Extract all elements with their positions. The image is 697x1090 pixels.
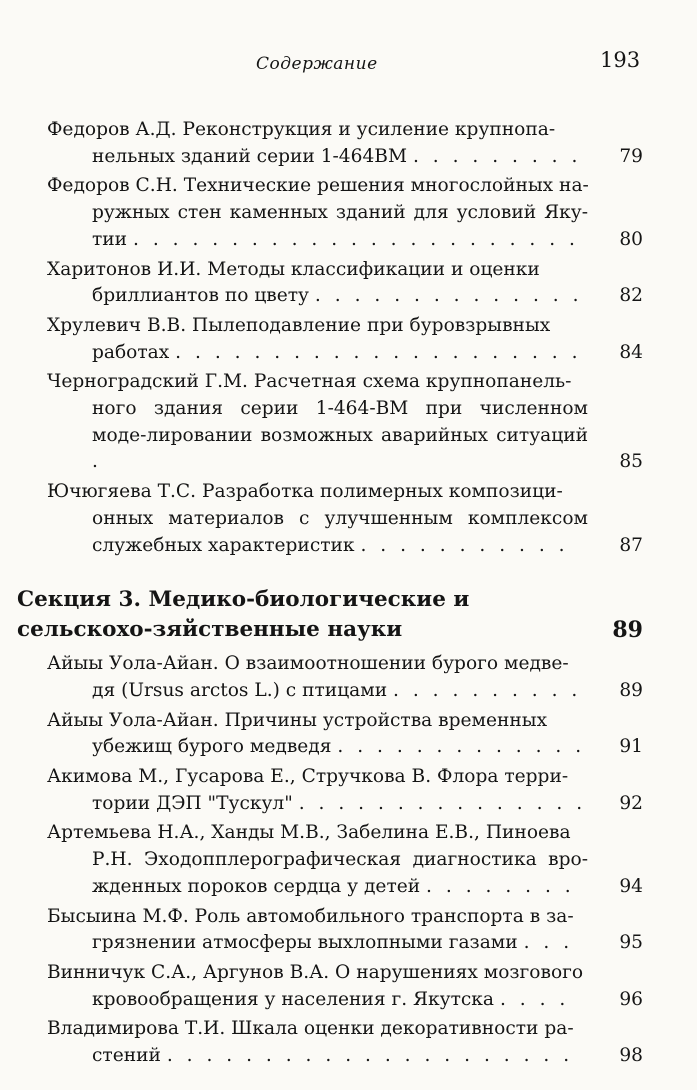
- toc-entry-title-line: Владимирова Т.И. Шкала оценки декоративности ра-: [47, 1018, 574, 1040]
- toc-entry-continuation: [47, 283, 643, 310]
- dot-leader: . . . . . . . . . . . . .: [337, 736, 586, 758]
- toc-entry-continuation: [47, 678, 643, 705]
- dot-leader: . . . . . . . . .: [412, 145, 582, 167]
- toc-entry-page-number: 91: [619, 736, 643, 758]
- page-number: 193: [600, 48, 641, 72]
- table-of-contents: [17, 117, 643, 1073]
- toc-entry-page-number: 92: [619, 792, 643, 814]
- toc-entry-page-number: 98: [619, 1045, 643, 1067]
- toc-entry-continuation: [47, 144, 643, 171]
- toc-entry-continuation: [47, 200, 643, 253]
- dot-leader: . . . . . . . . . . .: [360, 534, 569, 556]
- dot-leader: . . . . . . . . . . . . . . . . . . . . . . .: [133, 228, 579, 250]
- toc-entry-continuation: [47, 791, 643, 818]
- toc-entry-continuation: [47, 340, 643, 367]
- toc-entry-continuation-text: Р.Н. Эходопплерографическая диагностика вро-жденных пороков сердца у детей: [92, 849, 588, 897]
- toc-entry-title-line: Хрулевич В.В. Пылеподавление при буровзрывных: [47, 314, 551, 336]
- toc-entry-page-number: 82: [619, 285, 643, 307]
- toc-entry-title-line: Айыы Уола-Айан. Причины устройства временных: [47, 709, 548, 731]
- toc-entry-title-line: Харитонов И.И. Методы классификации и оценки: [47, 258, 540, 280]
- toc-entry-page-number: 95: [619, 932, 643, 954]
- toc-entry: [47, 313, 643, 366]
- toc-entry-title-line: Айыы Уола-Айан. О взаимоотношении бурого медве-: [47, 653, 569, 675]
- toc-list-bottom: [47, 651, 643, 1070]
- toc-entry-continuation: [47, 1043, 643, 1070]
- toc-entry-title-line: Ючюгяева Т.С. Разработка полимерных композици-: [47, 481, 563, 503]
- toc-entry: [47, 904, 643, 957]
- toc-entry: [47, 764, 643, 817]
- toc-entry: [47, 479, 643, 559]
- dot-leader: . . . . . . . . . . . . . .: [314, 285, 583, 307]
- toc-entry-continuation-text: убежищ бурого медведя: [92, 736, 332, 758]
- section-heading: [17, 585, 643, 645]
- toc-entry-continuation-text: бриллиантов по цвету: [92, 285, 309, 307]
- toc-entry-continuation: [47, 734, 643, 761]
- toc-entry-continuation-text: нельных зданий серии 1-464ВМ: [92, 145, 408, 167]
- toc-entry-continuation-text: кровообращения у населения г. Якутска: [92, 988, 495, 1010]
- toc-entry-continuation: [47, 987, 643, 1014]
- toc-entry-page-number: 85: [619, 451, 643, 473]
- dot-leader: . . . . . . . . . . . . . . . . . . . . .: [166, 1045, 574, 1067]
- toc-entry: [47, 820, 643, 900]
- dot-leader: . . . . . . . . . .: [393, 679, 582, 701]
- toc-list-top: [47, 117, 643, 559]
- toc-entry-continuation-text: работах: [92, 341, 170, 363]
- toc-entry-page-number: 96: [619, 988, 643, 1010]
- toc-entry-continuation-text: ружных стен каменных зданий для условий Яку-тии: [92, 202, 588, 250]
- toc-entry-page-number: 89: [619, 679, 643, 701]
- toc-entry: [47, 651, 643, 704]
- toc-entry: [47, 708, 643, 761]
- dot-leader: . . . . . . . . . . . . . . .: [298, 792, 587, 814]
- dot-leader: .: [92, 451, 102, 473]
- section-page-number: 89: [612, 617, 643, 644]
- dot-leader: . . . .: [499, 988, 570, 1010]
- toc-entry-title-line: Федоров С.Н. Технические решения многослойных на-: [47, 175, 589, 197]
- toc-entry-page-number: 80: [619, 228, 643, 250]
- toc-entry-title-line: Акимова М., Гусарова Е., Стручкова В. Флора терри-: [47, 766, 569, 788]
- toc-entry-continuation-text: дя (Ursus arctos L.) с птицами: [92, 679, 388, 701]
- section-title: Секция 3. Медико-биологические и сельскохо-зяйственные науки: [17, 587, 470, 643]
- toc-entry-continuation-text: тории ДЭП "Тускул": [92, 792, 293, 814]
- dot-leader: . . . . . . . .: [426, 875, 575, 897]
- toc-entry: [47, 173, 643, 253]
- toc-entry-title-line: Черноградский Г.М. Расчетная схема крупнопанель-: [47, 371, 572, 393]
- dot-leader: . . . . . . . . . . . . . . . . . . . . .: [175, 341, 582, 363]
- toc-entry-continuation: [47, 506, 643, 559]
- toc-entry: [47, 1016, 643, 1069]
- toc-entry-continuation: [47, 930, 643, 957]
- toc-entry-title-line: Артемьева Н.А., Ханды М.В., Забелина Е.В., Пиноева: [47, 822, 571, 844]
- toc-entry: [47, 369, 643, 476]
- toc-entry: [47, 117, 643, 170]
- toc-entry-title-line: Винничук С.А., Аргунов В.А. О нарушениях мозгового: [47, 961, 584, 983]
- toc-entry-continuation: [47, 396, 643, 476]
- toc-entry-title-line: Федоров А.Д. Реконструкция и усиление крупнопа-: [47, 119, 556, 140]
- toc-entry-page-number: 84: [619, 341, 643, 363]
- toc-entry-page-number: 94: [619, 875, 643, 897]
- toc-entry: [47, 257, 643, 310]
- toc-entry-title-line: Бысыина М.Ф. Роль автомобильного транспорта в за-: [47, 905, 574, 927]
- toc-entry-page-number: 79: [619, 145, 643, 167]
- toc-entry-continuation-text: стений: [92, 1045, 161, 1067]
- running-title: Содержание: [256, 54, 378, 74]
- page-header: [0, 48, 697, 78]
- toc-entry-continuation-text: грязнении атмосферы выхлопными газами: [92, 932, 518, 954]
- toc-entry-continuation-text: онных материалов с улучшенным комплексом служебных характеристик: [92, 507, 588, 556]
- toc-entry: [47, 960, 643, 1013]
- toc-entry-continuation: [47, 847, 643, 900]
- dot-leader: . . .: [523, 932, 574, 954]
- toc-entry-continuation-text: ного здания серии 1-464-ВМ при численном моде-лировании возможных аварийных ситуаций: [92, 398, 588, 446]
- toc-entry-page-number: 87: [619, 534, 643, 556]
